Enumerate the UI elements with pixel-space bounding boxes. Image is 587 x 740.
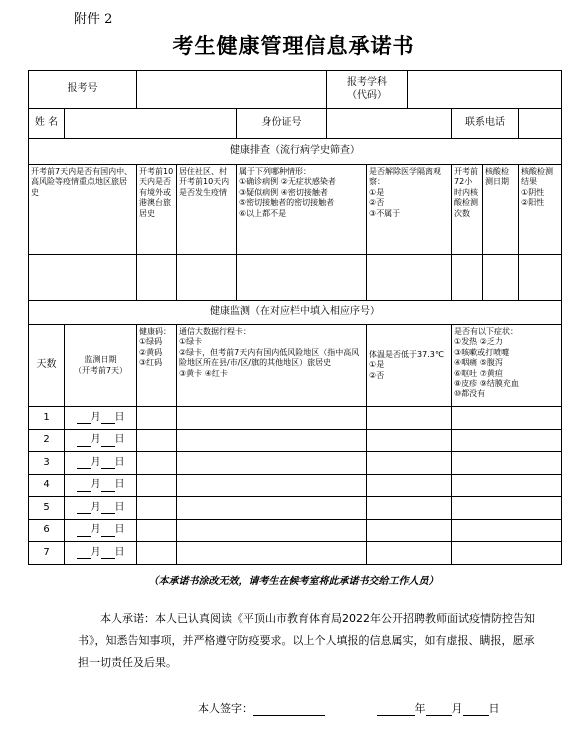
month-char: 月: [90, 501, 101, 513]
month-blank[interactable]: [77, 413, 91, 424]
day-number: 1: [29, 407, 65, 430]
date-char: 日: [114, 479, 125, 490]
screening-answer-4[interactable]: [237, 255, 367, 301]
form-note: （本承诺书涂改无效，请考生在候考室将此承诺书交给工作人员）: [148, 576, 439, 587]
date-char: 日: [114, 524, 125, 535]
monitoring-header: 健康监测（在对应栏中填入相应序号）: [29, 301, 562, 325]
monitoring-row: [29, 474, 562, 497]
day-number: 4: [29, 474, 65, 497]
symptoms-cell[interactable]: [452, 497, 562, 520]
temperature-cell[interactable]: [367, 452, 452, 475]
month-char: 月: [90, 411, 101, 423]
year-field[interactable]: [377, 703, 415, 716]
month-char: 月: [90, 456, 101, 468]
monitoring-row: [29, 429, 562, 452]
date-blank[interactable]: [101, 413, 115, 424]
screening-answer-2[interactable]: [137, 255, 177, 301]
monitoring-row: [29, 407, 562, 430]
monitoring-row: [29, 497, 562, 520]
month-char: 月: [90, 524, 101, 535]
screening-col-6: 开考前72小时内核酸检测次数: [452, 165, 483, 255]
date-label: 监测日期 （开考前7天）: [65, 325, 137, 407]
screening-col-4: 属于下列哪种情形： ①确诊病例 ②无症状感染者 ③疑似病例 ④密切接触者 ⑤密切接触者的密切接触者 ⑥以上都不是: [237, 165, 367, 255]
monitor-date[interactable]: [65, 407, 137, 430]
itinerary-cell[interactable]: [177, 407, 367, 430]
health-code-label: 健康码：①绿码 ②黄码 ③红码: [137, 325, 177, 407]
phone-field[interactable]: [519, 109, 562, 139]
temperature-cell[interactable]: [367, 519, 452, 542]
health-code-cell[interactable]: [137, 474, 177, 497]
monitoring-row: [29, 542, 562, 565]
month-blank[interactable]: [77, 548, 91, 559]
health-code-cell[interactable]: [137, 497, 177, 520]
signature-field[interactable]: [253, 703, 325, 716]
name-label: 姓 名: [29, 109, 65, 139]
screening-col-2: 开考前10天内是否有境外或港澳台旅居史: [137, 165, 177, 255]
monitoring-row: [29, 452, 562, 475]
day-label: 日: [488, 702, 500, 715]
day-field[interactable]: [463, 703, 489, 716]
id-field[interactable]: [327, 109, 452, 139]
monitoring-row: [29, 519, 562, 542]
id-label: 身份证号: [237, 109, 327, 139]
monitor-date[interactable]: [65, 497, 137, 520]
date-blank[interactable]: [101, 481, 115, 492]
screening-answer-7[interactable]: [483, 255, 519, 301]
days-label: 天数: [29, 325, 65, 407]
signature-label: 本人签字：: [198, 702, 253, 715]
screening-col-5: 是否解除医学隔离观察： ①是 ②否 ③不属于: [367, 165, 452, 255]
monitor-date[interactable]: [65, 542, 137, 565]
month-blank[interactable]: [77, 481, 91, 492]
itinerary-card-label: 通信大数据行程卡： ①绿卡 ②绿卡，但考前7天内有国内低风险地区（指中高风险地区所在县/市/区/旗的其他地区）旅居史 ③黄卡 ④红卡: [177, 325, 367, 407]
date-blank[interactable]: [101, 436, 115, 447]
name-field[interactable]: [65, 109, 237, 139]
month-char: 月: [90, 479, 101, 490]
symptoms-cell[interactable]: [452, 452, 562, 475]
signature-line: [198, 700, 500, 716]
date-char: 日: [114, 456, 125, 468]
screening-answer-8[interactable]: [519, 255, 562, 301]
month-blank[interactable]: [77, 436, 91, 447]
itinerary-cell[interactable]: [177, 474, 367, 497]
monitor-date[interactable]: [65, 519, 137, 542]
itinerary-cell[interactable]: [177, 452, 367, 475]
itinerary-cell[interactable]: [177, 542, 367, 565]
symptoms-cell[interactable]: [452, 429, 562, 452]
day-number: 6: [29, 519, 65, 542]
day-number: 3: [29, 452, 65, 475]
subject-field[interactable]: [408, 71, 562, 109]
screening-answer-3[interactable]: [177, 255, 237, 301]
date-blank[interactable]: [101, 526, 115, 537]
date-char: 日: [114, 434, 125, 445]
symptoms-cell[interactable]: [452, 542, 562, 565]
health-code-cell[interactable]: [137, 452, 177, 475]
page-title: 考生健康管理信息承诺书: [172, 33, 415, 58]
health-code-cell[interactable]: [137, 429, 177, 452]
screening-answer-5[interactable]: [367, 255, 452, 301]
day-rows: [29, 407, 562, 565]
temperature-label: 体温是否低于37.3℃ ①是 ②否: [367, 325, 452, 407]
temperature-cell[interactable]: [367, 429, 452, 452]
month-char: 月: [90, 434, 101, 445]
month-field[interactable]: [426, 703, 452, 716]
monitor-date[interactable]: [65, 452, 137, 475]
health-code-cell[interactable]: [137, 407, 177, 430]
health-code-cell[interactable]: [137, 542, 177, 565]
month-label: 月: [451, 702, 463, 715]
screening-header: 健康排查（流行病学史筛查）: [29, 139, 562, 165]
phone-label: 联系电话: [452, 109, 519, 139]
health-form-table: [28, 70, 562, 565]
exam-no-label: 报考号: [29, 71, 137, 109]
attachment-label: 附件 2: [74, 12, 113, 27]
screening-col-3: 居住社区、村开考前10天内是否发生疫情: [177, 165, 237, 255]
health-code-cell[interactable]: [137, 519, 177, 542]
date-char: 日: [114, 501, 125, 513]
screening-answer-1[interactable]: [29, 255, 137, 301]
month-blank[interactable]: [77, 526, 91, 537]
date-blank[interactable]: [101, 548, 115, 559]
screening-col-7: 核酸检测日期: [483, 165, 519, 255]
temperature-cell[interactable]: [367, 407, 452, 430]
day-number: 5: [29, 497, 65, 520]
subject-label: 报考学科 （代码）: [327, 71, 408, 109]
month-blank[interactable]: [77, 458, 91, 469]
monitor-date[interactable]: [65, 474, 137, 497]
screening-col-8: 核酸检测结果 ①阴性 ②阳性: [519, 165, 562, 255]
temperature-cell[interactable]: [367, 474, 452, 497]
temperature-cell[interactable]: [367, 542, 452, 565]
itinerary-cell[interactable]: [177, 429, 367, 452]
screening-answer-6[interactable]: [452, 255, 483, 301]
day-number: 7: [29, 542, 65, 565]
month-char: 月: [90, 546, 101, 558]
date-char: 日: [114, 546, 125, 558]
date-blank[interactable]: [101, 503, 115, 514]
symptoms-cell[interactable]: [452, 519, 562, 542]
date-char: 日: [114, 411, 125, 423]
exam-no-field[interactable]: [137, 71, 327, 109]
symptoms-label: 是否有以下症状： ①发热 ②乏力 ③咳嗽或打喷嚏 ④咽痛 ⑤腹泻 ⑥呕吐 ⑦黄疸 ⑧皮疹 ⑨结膜充血 ⑩都没有: [452, 325, 562, 407]
temperature-cell[interactable]: [367, 497, 452, 520]
promise-text: 本人承诺：本人已认真阅读《平顶山市教育体育局2022年公开招聘教师面试疫情防控告知书》，知悉告知事项，并严格遵守防疫要求。以上个人填报的信息属实，如有虚报、瞒报，愿承担一切责任及后果。: [78, 612, 535, 669]
screening-col-1: 开考前7天内是否有国内中、高风险等疫情重点地区旅居史: [29, 165, 137, 255]
month-blank[interactable]: [77, 503, 91, 514]
itinerary-cell[interactable]: [177, 519, 367, 542]
date-blank[interactable]: [101, 458, 115, 469]
itinerary-cell[interactable]: [177, 497, 367, 520]
symptoms-cell[interactable]: [452, 474, 562, 497]
symptoms-cell[interactable]: [452, 407, 562, 430]
day-number: 2: [29, 429, 65, 452]
monitor-date[interactable]: [65, 429, 137, 452]
year-label: 年: [414, 702, 426, 715]
